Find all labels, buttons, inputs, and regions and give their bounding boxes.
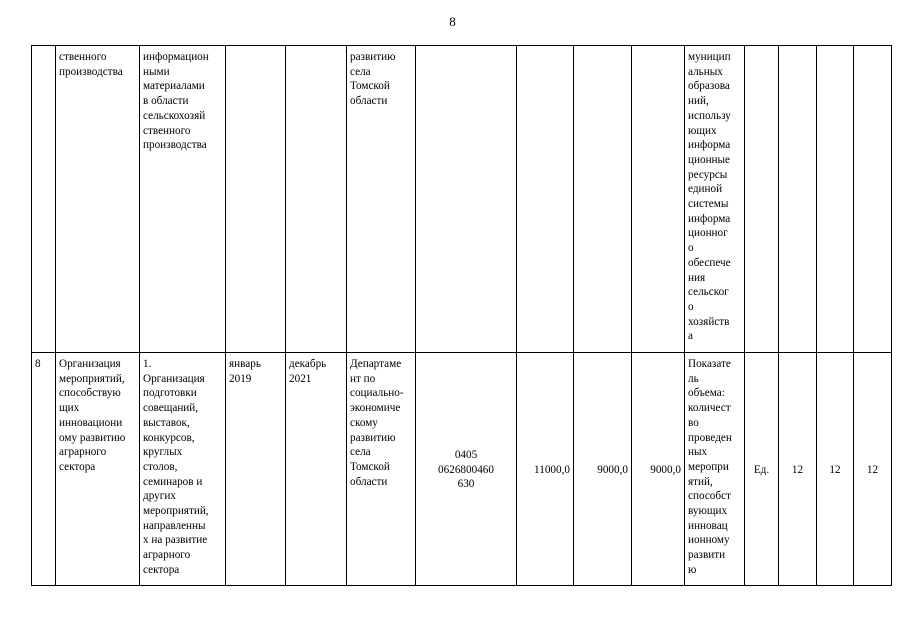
cell-line: информацион (143, 51, 209, 63)
cell-line: х на развитие (143, 534, 208, 547)
cell-year-2020 (574, 46, 632, 353)
cell-line: инновациони (59, 416, 123, 429)
cell-value-2 (817, 353, 854, 586)
cell-text: 9000,0 (597, 463, 628, 476)
cell-line: ственного (143, 124, 191, 137)
cell-line: системы (688, 198, 729, 211)
cell-line: ционног (688, 227, 728, 240)
cell-line: мероприятий, (59, 372, 125, 385)
cell-line: 2019 (229, 372, 252, 385)
cell-line: социально- (350, 387, 404, 400)
cell-value-3 (854, 46, 892, 353)
cell-line: аграрного (143, 549, 191, 562)
cell-line: январь (229, 358, 261, 370)
cell-line: сектора (59, 460, 96, 473)
cell-line: 2021 (289, 372, 312, 385)
cell-line: столов, (143, 460, 178, 473)
cell-event (140, 353, 226, 586)
page-number: 8 (449, 14, 456, 29)
cell-line: развитию (350, 51, 396, 63)
cell-line: а (688, 330, 693, 343)
cell-indicator (685, 353, 745, 586)
cell-budget-code (416, 353, 517, 586)
cell-line: муницип (688, 51, 731, 63)
cell-line: декабрь (289, 358, 327, 370)
cell-line: производства (143, 139, 207, 152)
cell-line: Томской (350, 460, 390, 473)
cell-line: сельског (688, 286, 729, 299)
cell-line: 1. (143, 358, 152, 370)
cell-line: производства (59, 65, 123, 78)
cell-line: ных (688, 446, 708, 459)
cell-line: выставок, (143, 416, 190, 429)
cell-line: Департаме (350, 358, 402, 370)
cell-line: в области (143, 95, 189, 108)
cell-line: экономиче (350, 402, 401, 415)
cell-line: о (688, 300, 694, 313)
cell-line: способст (688, 490, 731, 503)
cell-number (32, 353, 56, 586)
cell-budget-code (416, 46, 517, 353)
cell-line: вующих (688, 505, 728, 518)
cell-line: обеспече (688, 256, 731, 269)
cell-line: нт по (350, 372, 376, 385)
cell-line: о (688, 242, 694, 255)
cell-line: во (688, 416, 699, 429)
cell-end-date (286, 46, 347, 353)
cell-executor (347, 353, 416, 586)
cell-line: щих (59, 402, 80, 415)
cell-line: 0626800460 (438, 463, 494, 476)
cell-line: ионному (688, 534, 730, 547)
cell-line: способствую (59, 387, 121, 400)
cell-value-1 (779, 46, 817, 353)
cell-line: ресурсы (688, 168, 728, 181)
cell-line: других (143, 490, 176, 503)
cell-line: проведен (688, 431, 732, 444)
cell-line: инновац (688, 519, 728, 532)
table-row (32, 353, 892, 586)
cell-unit (745, 46, 779, 353)
cell-line: направленны (143, 519, 206, 532)
cell-line: 0405 (454, 448, 478, 461)
cell-line: ний, (688, 95, 709, 108)
cell-line: развитию (350, 431, 396, 444)
cell-line: хозяйств (688, 315, 730, 328)
cell-line: ционные (688, 153, 731, 166)
cell-start-date (226, 353, 286, 586)
cell-line: Показате (688, 358, 731, 370)
cell-line: ятий, (688, 475, 713, 488)
cell-value-1 (779, 353, 817, 586)
cell-text: 11000,0 (534, 463, 570, 476)
cell-line: сектора (143, 563, 180, 576)
program-table (31, 45, 892, 586)
cell-end-date (286, 353, 347, 586)
cell-line: конкурсов, (143, 431, 195, 444)
cell-line: информа (688, 212, 731, 225)
cell-line: села (350, 446, 371, 459)
cell-line: количест (688, 402, 731, 415)
cell-line: меропри (688, 460, 729, 473)
cell-line: круглых (143, 446, 183, 459)
cell-event (140, 46, 226, 353)
cell-number (32, 46, 56, 353)
cell-line: ния (688, 271, 706, 284)
cell-line: села (350, 65, 371, 78)
cell-line: развити (688, 549, 726, 562)
cell-line: материалами (143, 80, 205, 93)
cell-line: сельскохозяй (143, 109, 206, 122)
cell-year-2021 (632, 353, 685, 586)
cell-line: Организация (143, 372, 205, 385)
cell-line: ю (688, 563, 697, 576)
cell-start-date (226, 46, 286, 353)
cell-line: скому (350, 416, 378, 429)
cell-line: объема: (688, 387, 725, 400)
cell-text: 12 (791, 463, 804, 476)
cell-total (517, 46, 574, 353)
cell-line: альных (688, 65, 723, 78)
cell-text: 8 (35, 358, 41, 370)
cell-task-name (56, 353, 140, 586)
cell-year-2021 (632, 46, 685, 353)
cell-text: 12 (829, 463, 841, 476)
cell-unit (745, 353, 779, 586)
cell-line: области (350, 95, 388, 108)
cell-line: мероприятий, (143, 505, 209, 518)
cell-task-name (56, 46, 140, 353)
cell-line: ому развитию (59, 431, 126, 444)
cell-year-2020 (574, 353, 632, 586)
cell-line: аграрного (59, 446, 107, 459)
cell-value-3 (854, 353, 892, 586)
cell-line: подготовки (143, 387, 197, 400)
cell-total (517, 353, 574, 586)
cell-executor (347, 46, 416, 353)
cell-line: Организация (59, 358, 121, 370)
cell-line: ющих (688, 124, 717, 137)
cell-line: информа (688, 139, 731, 152)
cell-text: 9000,0 (650, 463, 681, 476)
cell-line: совещаний, (143, 402, 199, 415)
cell-line: образова (688, 80, 730, 93)
cell-text: 12 (866, 463, 879, 476)
cell-line: ль (688, 372, 699, 385)
cell-line: использу (688, 109, 731, 122)
cell-line: области (350, 475, 388, 488)
cell-line: ственного (59, 51, 107, 63)
cell-indicator (685, 46, 745, 353)
cell-value-2 (817, 46, 854, 353)
cell-line: семинаров и (143, 475, 203, 488)
cell-line: единой (688, 183, 723, 196)
cell-text: Ед. (753, 463, 770, 476)
table-row (32, 46, 892, 353)
cell-line: 630 (457, 478, 475, 491)
cell-line: Томской (350, 80, 390, 93)
cell-line: ными (143, 65, 170, 78)
